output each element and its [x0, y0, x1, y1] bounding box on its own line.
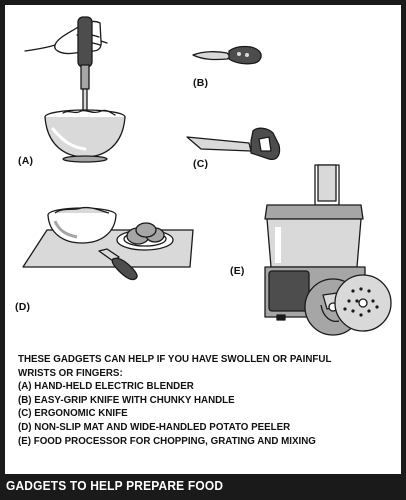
easy-grip-knife-icon [193, 47, 261, 64]
caption-item-c: (C) ERGONOMIC KNIFE [18, 407, 128, 420]
caption-intro-line-1: THESE GADGETS CAN HELP IF YOU HAVE SWOLLEN OR PAINFUL [18, 353, 332, 365]
label-e: (E) [230, 265, 245, 277]
mat-bowl-peeler-icon [23, 208, 193, 280]
ergonomic-knife-icon [187, 128, 280, 159]
label-c: (C) [193, 158, 209, 170]
illustrations [5, 5, 401, 350]
food-processor-icon [265, 165, 391, 335]
figure-panel [5, 5, 401, 474]
label-b: (B) [193, 77, 209, 89]
label-d: (D) [15, 301, 31, 313]
caption-item-d: (D) NON-SLIP MAT AND WIDE-HANDLED POTATO PEELER [18, 420, 291, 433]
caption [18, 353, 368, 448]
caption-item-a: (A) HAND-HELD ELECTRIC BLENDER [18, 380, 194, 393]
caption-intro-line-2: WRISTS OR FINGERS: [18, 366, 123, 379]
figure-footer-title: GADGETS TO HELP PREPARE FOOD [6, 478, 224, 493]
label-a: (A) [18, 155, 34, 167]
caption-item-b: (B) EASY-GRIP KNIFE WITH CHUNKY HANDLE [18, 393, 235, 406]
caption-item-e: (E) FOOD PROCESSOR FOR CHOPPING, GRATING AND MIXING [18, 434, 316, 447]
hand-blender-icon [25, 17, 125, 162]
